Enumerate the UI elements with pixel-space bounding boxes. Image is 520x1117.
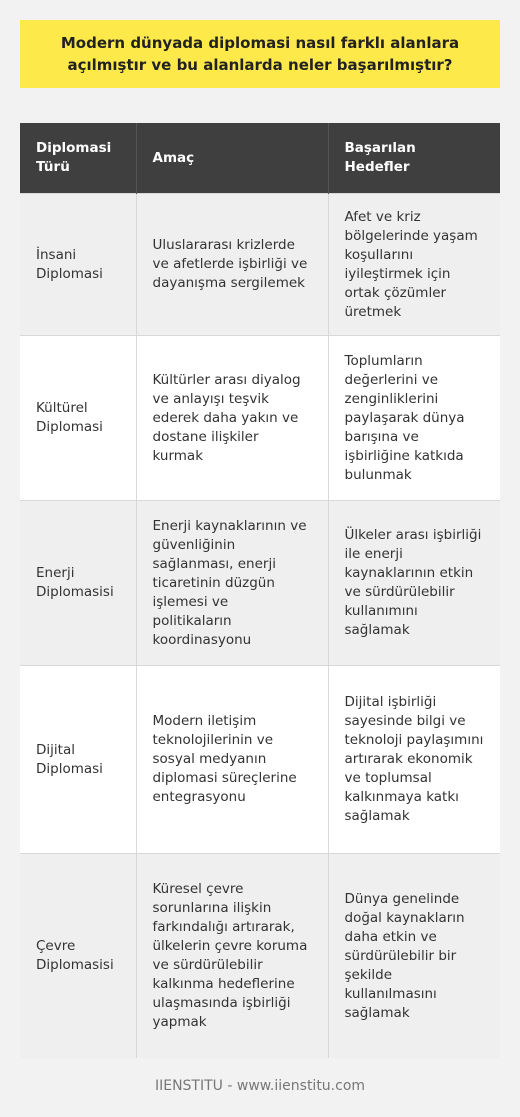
cell-achieved-goals: Toplumların değerlerini ve zenginliklerini paylaşarak dünya barışına ve işbirliğine katkıda bulunmak [328, 336, 500, 501]
header-diplomacy-type: Diplomasi Türü [20, 123, 136, 194]
cell-achieved-goals: Afet ve kriz bölgelerinde yaşam koşullarını iyileştirmek için ortak çözümler üretmek [328, 194, 500, 336]
cell-achieved-goals: Dijital işbirliği sayesinde bilgi ve teknoloji paylaşımını artırarak ekonomik ve toplumsal kalkınmaya katkı sağlamak [328, 666, 500, 854]
cell-purpose: Kültürler arası diyalog ve anlayışı teşvik ederek daha yakın ve dostane ilişkiler kurmak [136, 336, 328, 501]
cell-purpose: Modern iletişim teknolojilerinin ve sosyal medyanın diplomasi süreçlerine entegrasyonu [136, 666, 328, 854]
page-title: Modern dünyada diplomasi nasıl farklı alanlara açılmıştır ve bu alanlarda neler başarılmıştır? [60, 34, 460, 74]
cell-achieved-goals: Dünya genelinde doğal kaynakların daha etkin ve sürdürülebilir bir şekilde kullanılmasını sağlamak [328, 854, 500, 1059]
cell-purpose: Küresel çevre sorunlarına ilişkin farkındalığı artırarak, ülkelerin çevre koruma ve sürdürülebilir kalkınma hedeflerine ulaşmasında işbirliği yapmak [136, 854, 328, 1059]
cell-purpose: Enerji kaynaklarının ve güvenliğinin sağlanması, enerji ticaretinin düzgün işlemesi ve politikaların koordinasyonu [136, 501, 328, 666]
cell-diplomacy-type: İnsani Diplomasi [20, 194, 136, 336]
table-row [20, 854, 500, 1059]
footer-credit: IIENSTITU - www.iienstitu.com [154, 1078, 366, 1094]
cell-achieved-goals: Ülkeler arası işbirliği ile enerji kaynaklarının etkin ve sürdürülebilir kullanımını sağlamak [328, 501, 500, 666]
table-row [20, 336, 500, 501]
table-header-row [20, 123, 500, 194]
title-banner [20, 20, 500, 88]
cell-diplomacy-type: Enerji Diplomasisi [20, 501, 136, 666]
table-row [20, 194, 500, 336]
cell-purpose: Uluslararası krizlerde ve afetlerde işbirliği ve dayanışma sergilemek [136, 194, 328, 336]
cell-diplomacy-type: Çevre Diplomasisi [20, 854, 136, 1059]
diplomacy-table [20, 123, 500, 1058]
cell-diplomacy-type: Dijital Diplomasi [20, 666, 136, 854]
table-row [20, 501, 500, 666]
table-row [20, 666, 500, 854]
header-purpose: Amaç [136, 123, 328, 194]
cell-diplomacy-type: Kültürel Diplomasi [20, 336, 136, 501]
header-achieved-goals: Başarılan Hedefler [328, 123, 500, 194]
